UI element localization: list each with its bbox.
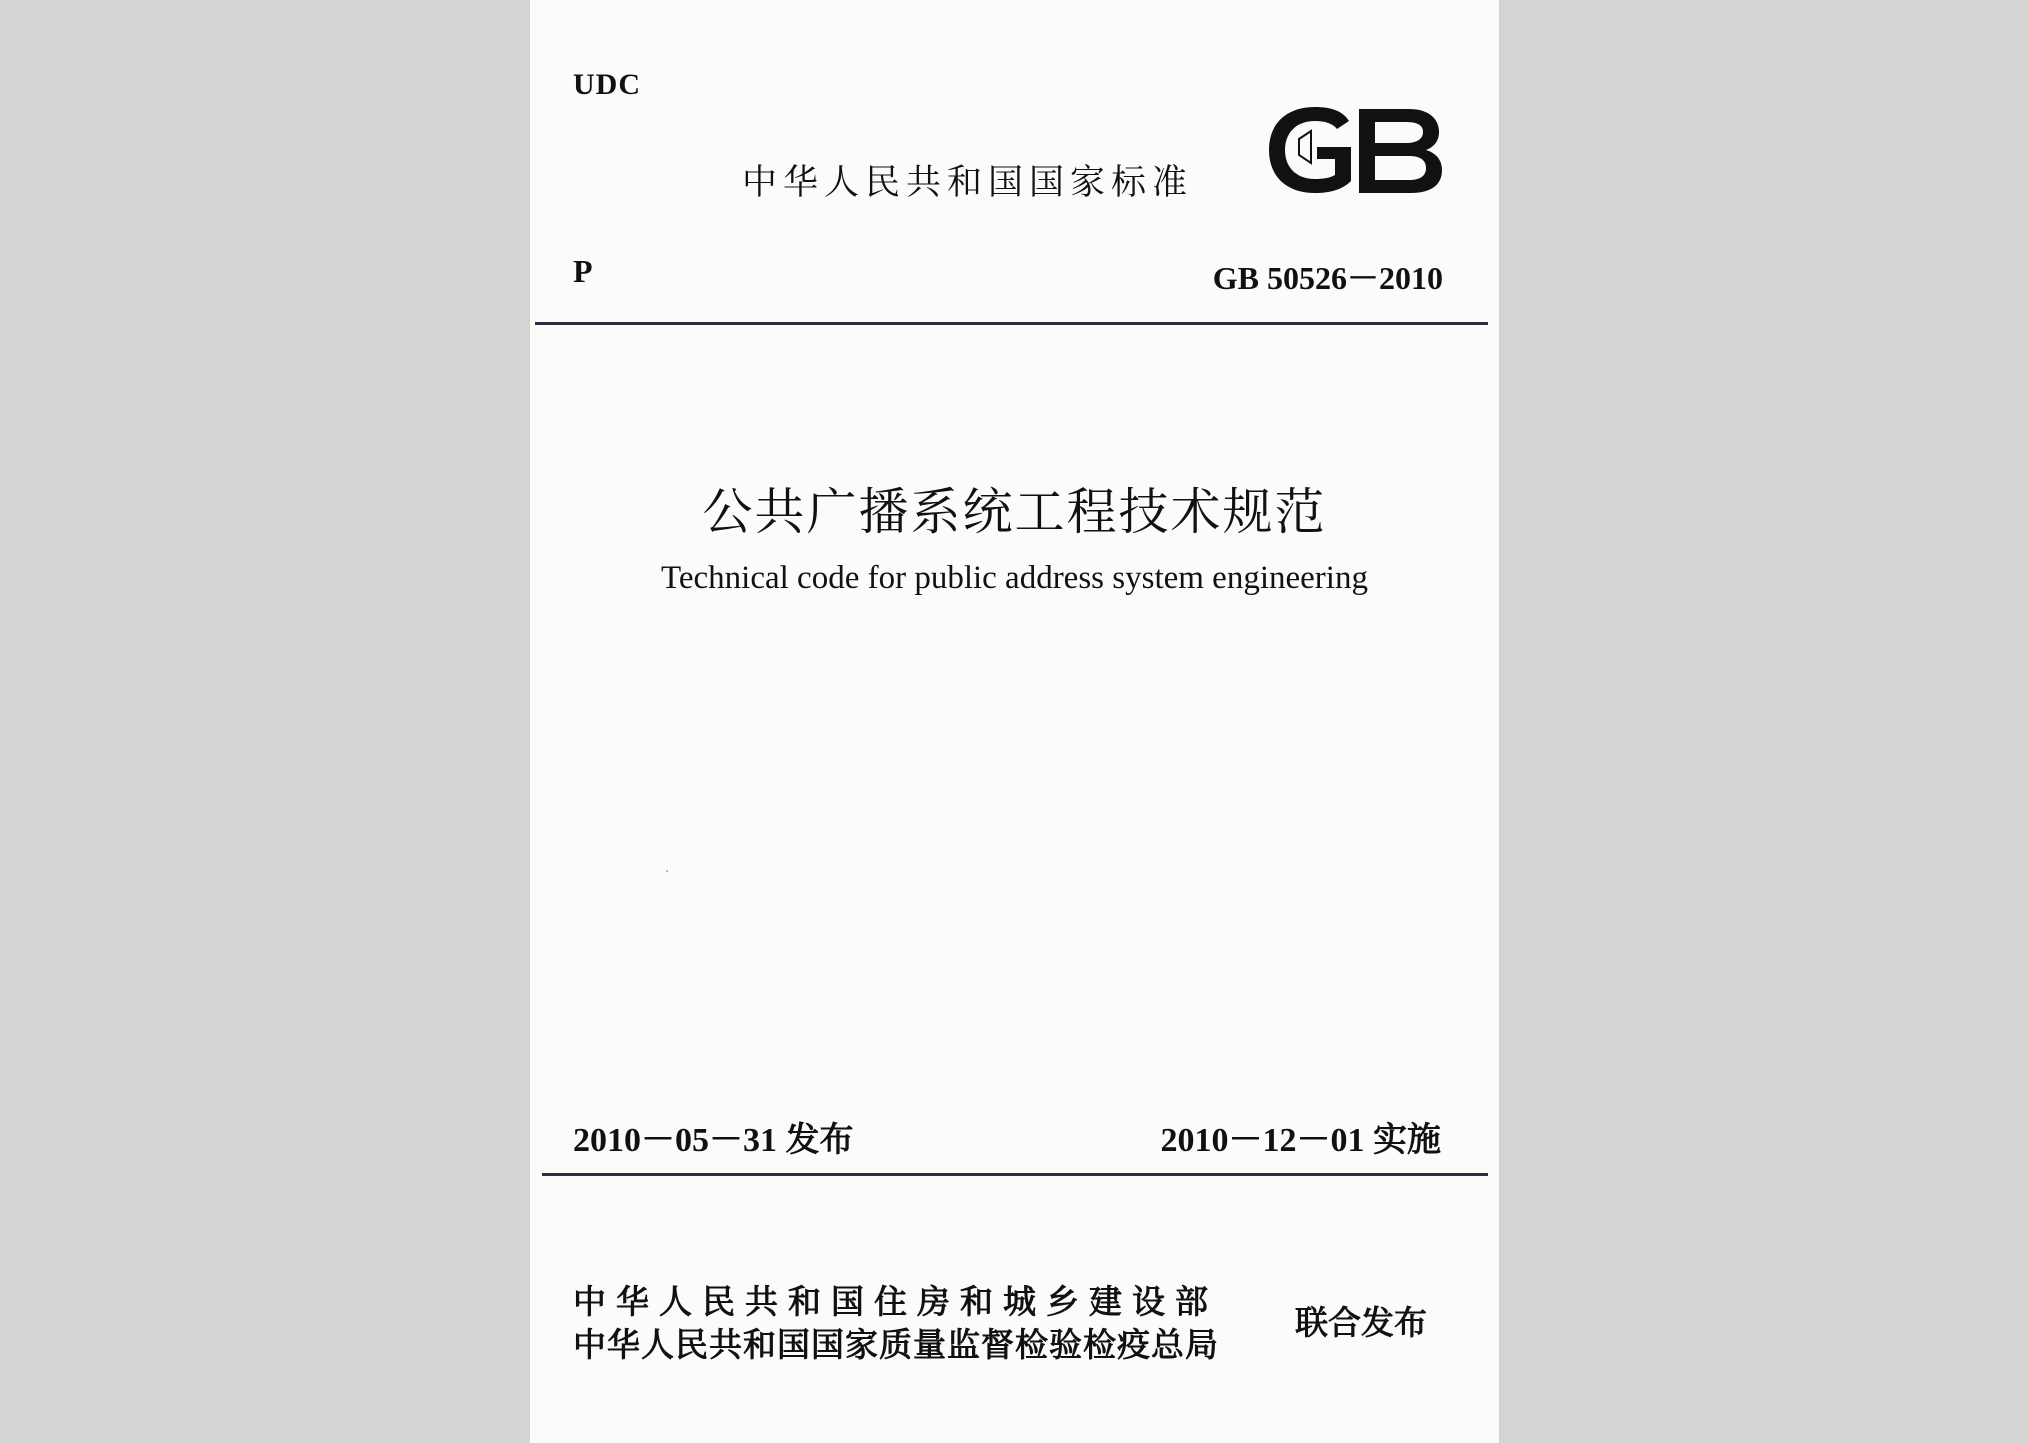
standard-type: 中华人民共和国国家标准 [742, 163, 1194, 203]
udc-label: UDC [573, 68, 641, 101]
footer-divider [542, 1173, 1488, 1176]
issue-date: 2010－05－31 发布 [573, 1122, 854, 1159]
header-divider [535, 322, 1488, 325]
issuer-aqsiq: 中华人民共和国国家质量监督检验检疫总局 [573, 1325, 1219, 1364]
gb-logo [1263, 101, 1445, 199]
title-chinese: 公共广播系统工程技术规范 [702, 483, 1327, 541]
joint-issue-label: 联合发布 [1295, 1303, 1427, 1342]
scan-speck [666, 870, 668, 872]
category-code: P [573, 253, 593, 289]
effective-date: 2010－12－01 实施 [1160, 1122, 1441, 1159]
standard-number: GB 50526－2010 [1212, 260, 1443, 296]
title-english: Technical code for public address system engineering [661, 560, 1368, 596]
issuer-ministry: 中华人民共和国住房和城乡建设部 [573, 1282, 1218, 1321]
document-page [530, 0, 1499, 1443]
